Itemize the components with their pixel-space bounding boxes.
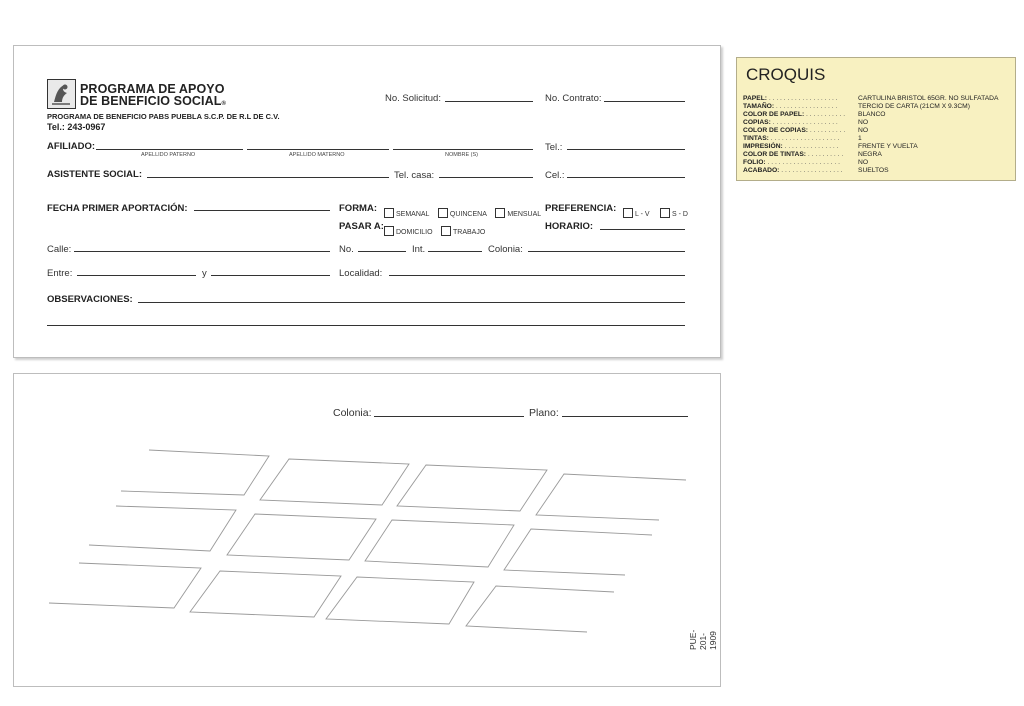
- sketch-grid[interactable]: [14, 374, 722, 688]
- no-contrato-field[interactable]: [604, 101, 685, 102]
- mensual-checkbox[interactable]: [495, 208, 505, 218]
- grid-block: [365, 520, 514, 567]
- nombre-field[interactable]: [393, 149, 533, 150]
- asistente-social-label: ASISTENTE SOCIAL:: [47, 169, 143, 180]
- spec-title: CROQUIS: [746, 65, 826, 84]
- trabajo-checkbox[interactable]: [441, 226, 451, 236]
- colonia-label: Colonia:: [488, 244, 523, 255]
- grid-street-line: [536, 474, 686, 520]
- s-d-checkbox[interactable]: [660, 208, 670, 218]
- fecha-primer-aportacion-field[interactable]: [194, 210, 330, 211]
- localidad-field[interactable]: [389, 275, 685, 276]
- spec-row: COLOR DE TINTAS: . . . . . . . . . . NEGRA: [743, 151, 882, 158]
- grid-street-line: [49, 563, 201, 608]
- preferencia-label: PREFERENCIA:: [545, 203, 617, 214]
- org-name: PROGRAMA DE BENEFICIO PABS PUEBLA S.C.P. DE R.L DE C.V.: [47, 112, 280, 121]
- spec-row: TINTAS: . . . . . . . . . . . . . . . . . . . 1: [743, 135, 862, 142]
- forma-label: FORMA:: [339, 203, 377, 214]
- form-code: PUE-201-1909: [688, 629, 718, 650]
- spec-row: PAPEL: . . . . . . . . . . . . . . . . . . . CARTULINA BRISTOL 65GR. NO SULFATADA: [743, 95, 999, 102]
- form-back: [13, 373, 721, 687]
- pasar-a-options: DOMICILIO TRABAJO: [384, 221, 489, 239]
- no-contrato-label: No. Contrato:: [545, 93, 602, 104]
- int-field[interactable]: [428, 251, 482, 252]
- org-phone: Tel.: 243-0967: [47, 122, 106, 132]
- cel-field[interactable]: [567, 177, 685, 178]
- spec-row: ACABADO: . . . . . . . . . . . . . . . . . SUELTOS: [743, 167, 889, 174]
- grid-block: [260, 459, 409, 505]
- nombre-caption: NOMBRE (S): [445, 152, 478, 158]
- l-v-checkbox[interactable]: [623, 208, 633, 218]
- forma-options: SEMANAL QUINCENA MENSUAL: [384, 203, 545, 221]
- domicilio-checkbox[interactable]: [384, 226, 394, 236]
- logo-title-2: DE BENEFICIO SOCIAL®: [80, 94, 227, 108]
- tel-casa-field[interactable]: [439, 177, 533, 178]
- spec-row: IMPRESIÓN: . . . . . . . . . . . . . . . FRENTE Y VUELTA: [743, 143, 918, 150]
- grid-block: [397, 465, 547, 511]
- no-field[interactable]: [358, 251, 406, 252]
- no-label: No.: [339, 244, 354, 255]
- semanal-checkbox[interactable]: [384, 208, 394, 218]
- int-label: Int.: [412, 244, 426, 255]
- observaciones-label: OBSERVACIONES:: [47, 294, 133, 305]
- tel-field[interactable]: [567, 149, 685, 150]
- observaciones-field-1[interactable]: [138, 302, 685, 303]
- tel-label: Tel.:: [545, 142, 563, 153]
- logo-emblem-icon: [47, 79, 76, 109]
- print-spec-note: [736, 57, 1016, 181]
- observaciones-field-2[interactable]: [47, 325, 685, 326]
- spec-row: TAMAÑO: . . . . . . . . . . . . . . . . . TERCIO DE CARTA (21CM X 9.3CM): [743, 103, 970, 110]
- calle-field[interactable]: [74, 251, 330, 252]
- fecha-primer-aportacion-label: FECHA PRIMER APORTACIÓN:: [47, 203, 188, 214]
- grid-street-line: [89, 506, 236, 551]
- apellido-materno-field[interactable]: [247, 149, 389, 150]
- form-front: [13, 45, 721, 358]
- plano-label: Plano:: [529, 407, 559, 419]
- entre-label: Entre:: [47, 268, 73, 279]
- colonia-field[interactable]: [528, 251, 685, 252]
- spec-row: COLOR DE COPIAS: . . . . . . . . . . NO: [743, 127, 869, 134]
- spec-row: COLOR DE PAPEL: . . . . . . . . . . . BLANCO: [743, 111, 886, 118]
- asistente-social-field[interactable]: [147, 177, 389, 178]
- grid-block: [326, 577, 474, 624]
- horario-label: HORARIO:: [545, 221, 594, 232]
- grid-street-line: [121, 450, 269, 495]
- logo-title-1: PROGRAMA DE APOYO: [80, 82, 225, 96]
- grid-block: [227, 514, 376, 560]
- entre-field-2[interactable]: [211, 275, 330, 276]
- pasar-a-label: PASAR A:: [339, 221, 384, 232]
- apellido-paterno-caption: APELLIDO PATERNO: [141, 152, 196, 158]
- apellido-materno-caption: APELLIDO MATERNO: [289, 152, 345, 158]
- no-solicitud-label: No. Solicitud:: [385, 93, 441, 104]
- grid-street-line: [466, 586, 614, 632]
- grid-block: [190, 571, 341, 617]
- tel-casa-label: Tel. casa:: [394, 170, 435, 181]
- entre-field-1[interactable]: [77, 275, 196, 276]
- quincena-checkbox[interactable]: [438, 208, 448, 218]
- back-colonia-label: Colonia:: [333, 407, 372, 419]
- y-label: y: [202, 268, 207, 279]
- no-solicitud-field[interactable]: [445, 101, 533, 102]
- horario-field[interactable]: [600, 229, 685, 230]
- afiliado-label: AFILIADO:: [47, 141, 96, 152]
- cel-label: Cel.:: [545, 170, 565, 181]
- spec-row: COPIAS: . . . . . . . . . . . . . . . . . . NO: [743, 119, 869, 126]
- calle-label: Calle:: [47, 244, 72, 255]
- localidad-label: Localidad:: [339, 268, 383, 279]
- grid-street-line: [504, 529, 652, 575]
- preferencia-options: L - V S - D: [623, 203, 692, 221]
- apellido-paterno-field[interactable]: [96, 149, 243, 150]
- spec-row: FOLIO: . . . . . . . . . . . . . . . . . . . . NO: [743, 159, 869, 166]
